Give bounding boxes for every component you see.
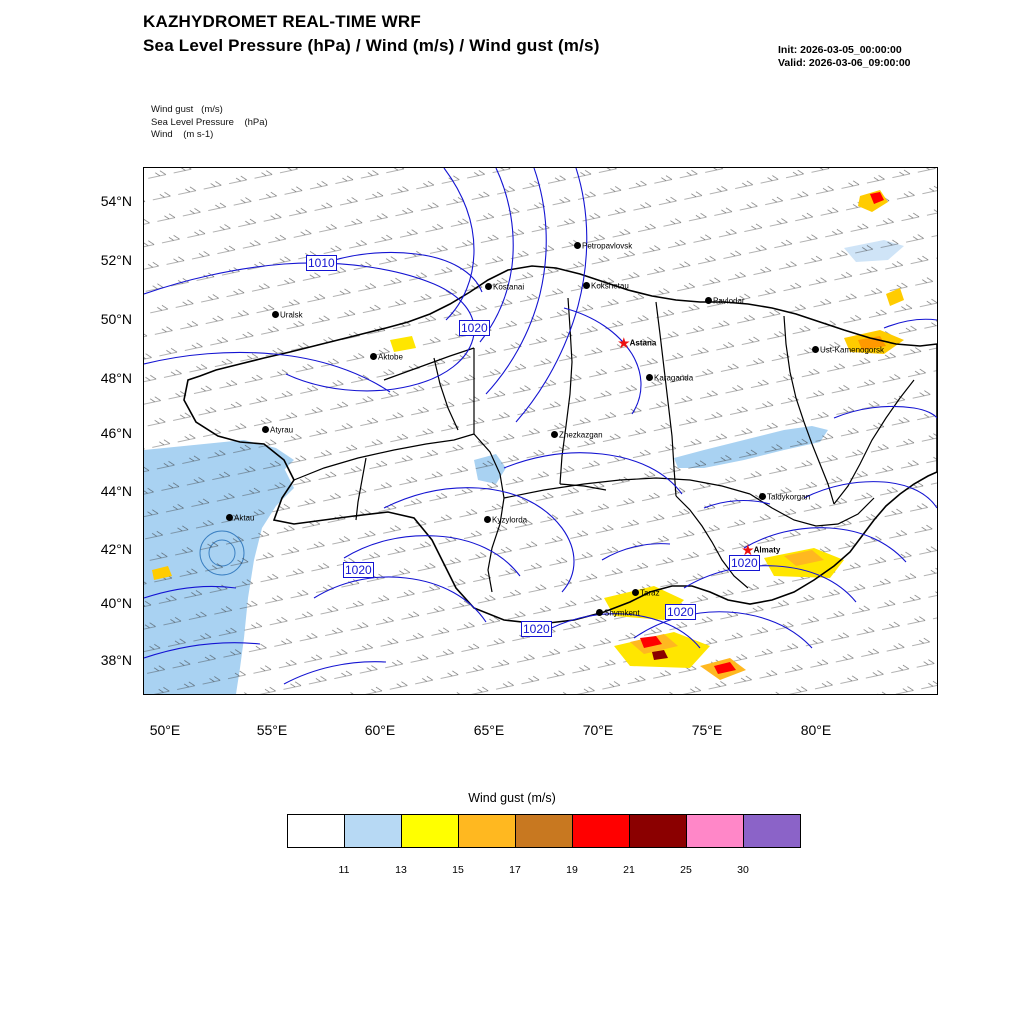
city-dot: [583, 282, 590, 289]
axis-label-lon-55: 55°E: [256, 722, 288, 738]
city-atyrau: Atyrau: [262, 425, 293, 434]
city-kyzylorda: Kyzylorda: [484, 515, 527, 524]
axis-label-lon-70: 70°E: [582, 722, 614, 738]
city-dot: [646, 374, 653, 381]
axis-label-lat-54: 54°N: [100, 193, 132, 209]
axis-label-lat-50: 50°N: [100, 311, 132, 327]
city-dot: [226, 514, 233, 521]
city-uralsk: Uralsk: [272, 310, 303, 319]
colorbar-tick-25: 25: [680, 864, 692, 876]
city-kostanai: Kostanai: [485, 282, 524, 291]
colorbar-swatch-8: [744, 815, 800, 847]
page-subtitle: Sea Level Pressure (hPa) / Wind (m/s) / Wind gust (m/s): [143, 36, 600, 55]
city-almaty: ★Almaty: [742, 542, 781, 558]
city-dot: [484, 516, 491, 523]
colorbar-swatch-3: [459, 815, 516, 847]
axis-label-lon-80: 80°E: [800, 722, 832, 738]
axis-label-lat-38: 38°N: [100, 652, 132, 668]
colorbar-tick-30: 30: [737, 864, 749, 876]
city-dot: [370, 353, 377, 360]
isobar-label-1020-b: 1020: [345, 563, 372, 577]
colorbar-swatch-1: [345, 815, 402, 847]
field-legend-line-3: Wind (m s-1): [151, 129, 214, 141]
valid-time: Valid: 2026-03-06_09:00:00: [778, 57, 911, 69]
colorbar-tick-15: 15: [452, 864, 464, 876]
axis-label-lon-60: 60°E: [364, 722, 396, 738]
city-pavlodar: Pavlodar: [705, 296, 745, 305]
colorbar-swatch-0: [288, 815, 345, 847]
isobar-label-1020-e: 1020: [523, 622, 550, 636]
run-info: [778, 44, 911, 70]
axis-label-lat-40: 40°N: [100, 595, 132, 611]
colorbar-tick-19: 19: [566, 864, 578, 876]
isobar-label-1020-c: 1020: [731, 556, 758, 570]
field-legend: [151, 104, 268, 142]
field-legend-line-1: Wind gust (m/s): [151, 104, 223, 115]
city-dot: [262, 426, 269, 433]
capital-star-icon: ★: [618, 335, 630, 351]
axis-label-lat-52: 52°N: [100, 252, 132, 268]
city-dot: [574, 242, 581, 249]
city-taraz: Taraz: [632, 588, 660, 597]
city-petropavlovsk: Petropavlovsk: [574, 241, 632, 250]
colorbar-swatch-4: [516, 815, 573, 847]
colorbar-swatch-5: [573, 815, 630, 847]
colorbar-tick-21: 21: [623, 864, 635, 876]
colorbar-swatch-6: [630, 815, 687, 847]
init-time: Init: 2026-03-05_00:00:00: [778, 44, 902, 56]
city-aktobe: Aktobe: [370, 352, 403, 361]
colorbar-title: Wind gust (m/s): [468, 791, 556, 805]
city-ust-kamenogorsk: Ust-Kamenogorsk: [812, 345, 884, 354]
city-dot: [551, 431, 558, 438]
page-title: KAZHYDROMET REAL-TIME WRF: [143, 12, 421, 31]
colorbar-swatch-7: [687, 815, 744, 847]
axis-label-lon-50: 50°E: [149, 722, 181, 738]
colorbar-tick-17: 17: [509, 864, 521, 876]
field-legend-line-2: Sea Level Pressure (hPa): [151, 116, 268, 128]
city-astana: ★Astana: [618, 335, 657, 351]
colorbar-swatch-2: [402, 815, 459, 847]
city-karaganda: Karaganda: [646, 373, 693, 382]
city-kokshetau: Kokshetau: [583, 281, 629, 290]
axis-label-lat-48: 48°N: [100, 370, 132, 386]
isobar-label-1020-d: 1020: [667, 605, 694, 619]
city-zhezkazgan: Zhezkazgan: [551, 430, 603, 439]
colorbar: [287, 814, 801, 848]
capital-star-icon: ★: [742, 542, 754, 558]
axis-label-lon-75: 75°E: [691, 722, 723, 738]
isobar-label-1010: 1010: [308, 256, 335, 270]
axis-label-lat-46: 46°N: [100, 425, 132, 441]
city-dot: [632, 589, 639, 596]
axis-label-lon-65: 65°E: [473, 722, 505, 738]
colorbar-ticks: [287, 864, 799, 880]
axis-label-lat-44: 44°N: [100, 483, 132, 499]
city-dot: [485, 283, 492, 290]
city-dot: [812, 346, 819, 353]
city-aktau: Aktau: [226, 513, 254, 522]
city-dot: [705, 297, 712, 304]
city-taldykorgan: Taldykorgan: [759, 492, 810, 501]
city-dot: [759, 493, 766, 500]
colorbar-tick-11: 11: [338, 864, 350, 876]
axis-label-lat-42: 42°N: [100, 541, 132, 557]
city-shymkent: Shymkent: [596, 608, 640, 617]
colorbar-tick-13: 13: [395, 864, 407, 876]
city-dot: [596, 609, 603, 616]
city-dot: [272, 311, 279, 318]
isobar-label-1020-a: 1020: [461, 321, 488, 335]
